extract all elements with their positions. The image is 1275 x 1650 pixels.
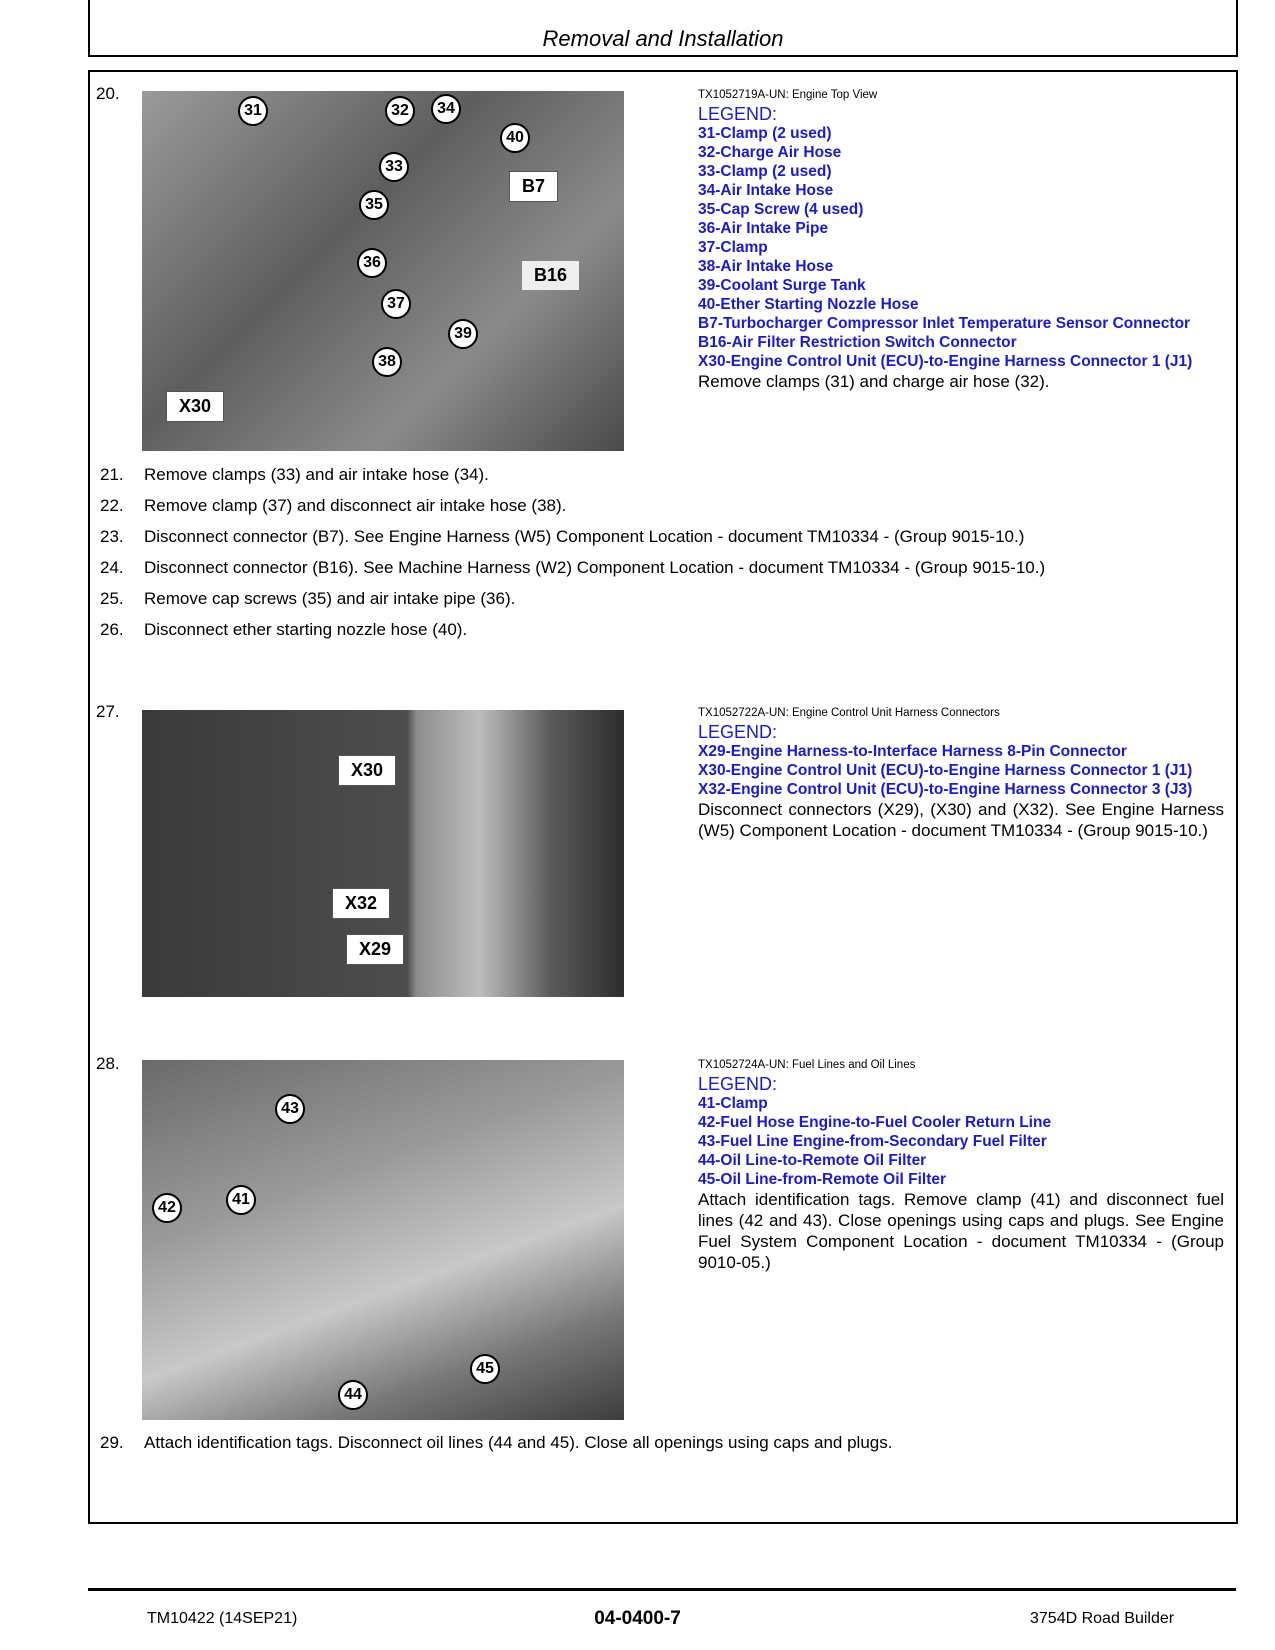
legend-item: 36-Air Intake Pipe bbox=[698, 220, 829, 237]
footer-machine-name: 3754D Road Builder bbox=[1030, 1610, 1175, 1627]
callout: 33 bbox=[379, 152, 409, 182]
legend-item: 42-Fuel Hose Engine-to-Fuel Cooler Return Line bbox=[698, 1114, 1052, 1131]
footer-divider bbox=[88, 1588, 1236, 1591]
footer-doc-id: TM10422 (14SEP21) bbox=[147, 1610, 298, 1627]
header-box bbox=[88, 0, 1238, 57]
page-title: Removal and Installation bbox=[542, 26, 784, 51]
legend-item: 34-Air Intake Hose bbox=[698, 182, 834, 199]
callout: 38 bbox=[372, 347, 402, 377]
step-number: 28. bbox=[96, 1054, 120, 1073]
legend-item: 44-Oil Line-to-Remote Oil Filter bbox=[698, 1152, 927, 1169]
step-item bbox=[100, 589, 515, 609]
legend-title: LEGEND: bbox=[698, 1074, 778, 1094]
ecu-harness-connectors-image bbox=[142, 710, 624, 997]
callout: 41 bbox=[226, 1185, 256, 1215]
step-item bbox=[100, 465, 489, 485]
legend-step-20 bbox=[698, 89, 1224, 392]
step-text: Disconnect connector (B16). See Machine Harness (W2) Component Location - document TM10334 - (Group 9015-10.) bbox=[144, 558, 1046, 577]
step-number: 21. bbox=[100, 465, 124, 484]
step-item bbox=[100, 527, 1024, 547]
callout: 40 bbox=[500, 123, 530, 153]
legend-item: 45-Oil Line-from-Remote Oil Filter bbox=[698, 1171, 947, 1188]
legend-item: 40-Ether Starting Nozzle Hose bbox=[698, 296, 919, 313]
step-text: Remove cap screws (35) and air intake pipe (36). bbox=[144, 589, 516, 608]
callout: 45 bbox=[470, 1354, 500, 1384]
step-number: 26. bbox=[100, 620, 124, 639]
step-item bbox=[100, 1433, 892, 1453]
figure-caption: TX1052724A-UN: Fuel Lines and Oil Lines bbox=[698, 1059, 916, 1071]
step-text: Disconnect ether starting nozzle hose (40). bbox=[144, 620, 468, 639]
step-number: 22. bbox=[100, 496, 124, 515]
step-item bbox=[100, 558, 1045, 578]
figure-caption: TX1052719A-UN: Engine Top View bbox=[698, 89, 878, 101]
figure-caption: TX1052722A-UN: Engine Control Unit Harness Connectors bbox=[698, 707, 1000, 719]
step-number: 24. bbox=[100, 558, 124, 577]
legend-item: X30-Engine Control Unit (ECU)-to-Engine Harness Connector 1 (J1) bbox=[698, 353, 1193, 370]
callout: 32 bbox=[385, 96, 415, 126]
legend-item: 41-Clamp bbox=[698, 1095, 768, 1112]
legend-item: 31-Clamp (2 used) bbox=[698, 125, 832, 142]
legend-title: LEGEND: bbox=[698, 104, 778, 124]
engine-top-view-image bbox=[142, 91, 624, 451]
connector-tag: X29 bbox=[346, 934, 404, 965]
instruction-text: Attach identification tags. Remove clamp (41) and disconnect fuel lines (42 and 43). Close openings using caps and plugs. See Engine Fuel System Component Location - document TM10334 - (Group 9010-05.) bbox=[698, 1190, 1224, 1272]
step-number: 29. bbox=[100, 1433, 124, 1452]
legend-item: X30-Engine Control Unit (ECU)-to-Engine Harness Connector 1 (J1) bbox=[698, 762, 1193, 779]
fuel-oil-lines-image bbox=[142, 1060, 624, 1420]
step-number: 20. bbox=[96, 84, 120, 103]
callout: 35 bbox=[359, 190, 389, 220]
step-number: 25. bbox=[100, 589, 124, 608]
instruction-text: Disconnect connectors (X29), (X30) and (X32). See Engine Harness (W5) Component Location - document TM10334 - (Group 9015-10.) bbox=[698, 800, 1224, 840]
step-text: Disconnect connector (B7). See Engine Harness (W5) Component Location - document TM10334 - (Group 9015-10.) bbox=[144, 527, 1025, 546]
callout: 39 bbox=[448, 319, 478, 349]
step-item bbox=[100, 620, 467, 640]
connector-tag: X30 bbox=[166, 391, 224, 422]
legend-item: 37-Clamp bbox=[698, 239, 768, 256]
footer-page-number: 04-0400-7 bbox=[594, 1608, 681, 1629]
instruction-text: Remove clamps (31) and charge air hose (32). bbox=[698, 372, 1050, 391]
legend-item: 32-Charge Air Hose bbox=[698, 144, 842, 161]
legend-item: B7-Turbocharger Compressor Inlet Temperature Sensor Connector bbox=[698, 315, 1191, 332]
callout: 37 bbox=[381, 289, 411, 319]
legend-item: 38-Air Intake Hose bbox=[698, 258, 834, 275]
step-item bbox=[100, 496, 566, 516]
step-text: Remove clamp (37) and disconnect air intake hose (38). bbox=[144, 496, 567, 515]
legend-step-27 bbox=[698, 707, 1224, 841]
legend-item: X32-Engine Control Unit (ECU)-to-Engine Harness Connector 3 (J3) bbox=[698, 781, 1193, 798]
legend-title: LEGEND: bbox=[698, 722, 778, 742]
callout: 43 bbox=[275, 1094, 305, 1124]
legend-item: B16-Air Filter Restriction Switch Connector bbox=[698, 334, 1017, 351]
connector-tag: X30 bbox=[338, 755, 396, 786]
legend-item: 35-Cap Screw (4 used) bbox=[698, 201, 864, 218]
legend-item: 33-Clamp (2 used) bbox=[698, 163, 832, 180]
callout: 42 bbox=[152, 1193, 182, 1223]
step-number: 23. bbox=[100, 527, 124, 546]
step-text: Attach identification tags. Disconnect oil lines (44 and 45). Close all openings using caps and plugs. bbox=[144, 1433, 893, 1452]
legend-item: X29-Engine Harness-to-Interface Harness 8-Pin Connector bbox=[698, 743, 1127, 760]
legend-item: 39-Coolant Surge Tank bbox=[698, 277, 866, 294]
legend-step-28 bbox=[698, 1059, 1224, 1273]
callout: 31 bbox=[238, 96, 268, 126]
callout: 34 bbox=[431, 94, 461, 124]
callout: 44 bbox=[338, 1380, 368, 1410]
legend-item: 43-Fuel Line Engine-from-Secondary Fuel Filter bbox=[698, 1133, 1047, 1150]
connector-tag: B16 bbox=[522, 261, 579, 290]
step-number: 27. bbox=[96, 702, 120, 721]
connector-tag: X32 bbox=[332, 888, 390, 919]
connector-tag: B7 bbox=[509, 171, 558, 202]
callout: 36 bbox=[357, 248, 387, 278]
step-text: Remove clamps (33) and air intake hose (34). bbox=[144, 465, 489, 484]
